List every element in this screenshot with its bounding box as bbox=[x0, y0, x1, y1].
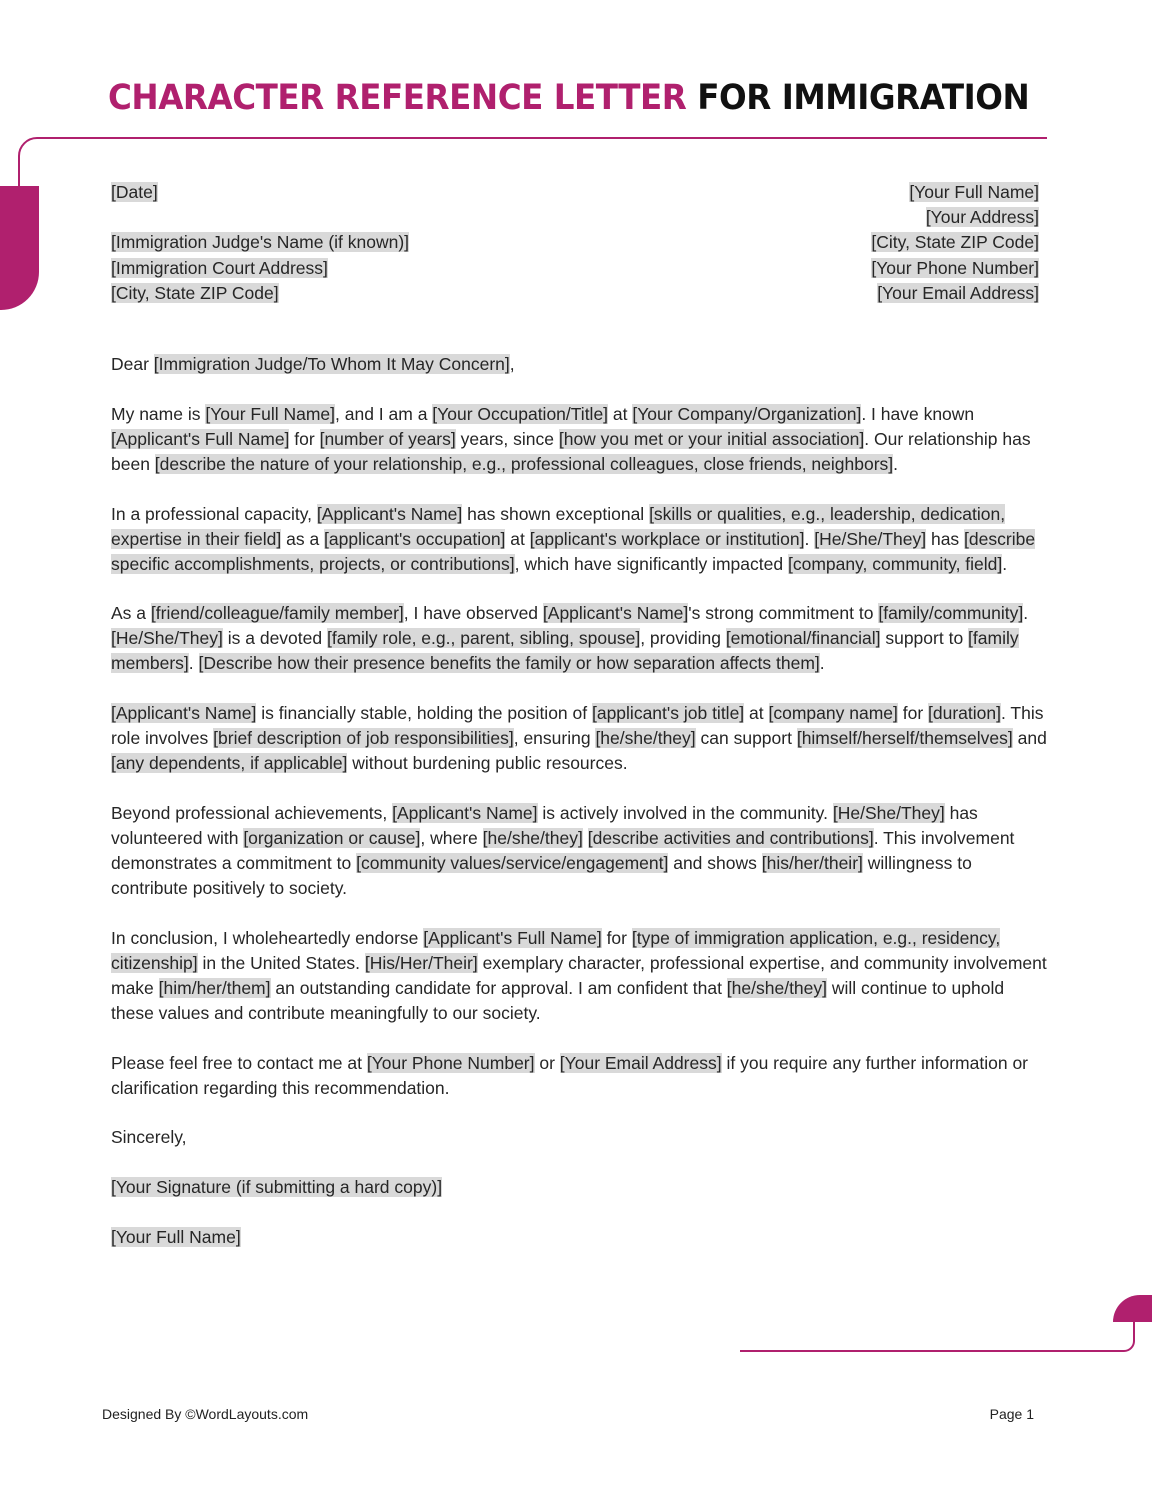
body-text: , which have significantly impacted bbox=[514, 553, 788, 574]
placeholder-field[interactable]: [Your Phone Number] bbox=[366, 1052, 535, 1073]
body-text: will continue to uphold these values and contribute meaningfully to our society. bbox=[111, 977, 1005, 1023]
placeholder-field[interactable]: [Your Occupation/Title] bbox=[432, 403, 609, 424]
placeholder-field[interactable]: [Your Full Name] bbox=[205, 403, 336, 424]
body-text: is a devoted bbox=[222, 628, 327, 649]
placeholder-field[interactable]: [family members] bbox=[111, 628, 1019, 674]
paragraph-contact bbox=[111, 1051, 1051, 1101]
placeholder-field[interactable]: [Applicant's Name] bbox=[392, 802, 538, 823]
placeholder-field[interactable]: [company name] bbox=[768, 703, 898, 724]
body-text: willingness to contribute positively to society. bbox=[111, 852, 972, 898]
placeholder-field[interactable]: [applicant's job title] bbox=[591, 703, 745, 724]
body-text: . This involvement demonstrates a commitment to bbox=[111, 827, 1015, 873]
paragraph-financial bbox=[111, 701, 1051, 776]
placeholder-field[interactable]: [Applicant's Name] bbox=[542, 603, 689, 624]
signer-name-placeholder[interactable]: [Your Full Name] bbox=[111, 1226, 241, 1247]
top-frame-line bbox=[19, 138, 1047, 186]
date-placeholder[interactable]: [Date] bbox=[111, 182, 158, 202]
body-text: at bbox=[608, 403, 633, 424]
body-text: , bbox=[509, 354, 515, 374]
body-text: 's strong commitment to bbox=[688, 603, 879, 624]
body-text: Dear bbox=[111, 354, 154, 374]
sender-phone-placeholder[interactable]: [Your Phone Number] bbox=[871, 257, 1039, 278]
body-text: . bbox=[1002, 553, 1008, 574]
recipient-city-placeholder[interactable]: [City, State ZIP Code] bbox=[111, 282, 279, 303]
paragraph-community bbox=[111, 801, 1051, 901]
body-text: . Our relationship has been bbox=[111, 428, 1031, 474]
placeholder-field[interactable]: [Immigration Judge/To Whom It May Concern] bbox=[153, 354, 510, 374]
body-text: Beyond professional achievements, bbox=[111, 802, 393, 823]
sender-address-placeholder[interactable]: [Your Address] bbox=[925, 207, 1039, 228]
body-text: and bbox=[1012, 728, 1047, 749]
body-text: support to bbox=[880, 628, 969, 649]
placeholder-field[interactable]: [applicant's occupation] bbox=[324, 528, 506, 549]
body-text: . bbox=[1023, 603, 1029, 624]
body-text: , ensuring bbox=[513, 728, 596, 749]
placeholder-field[interactable]: [Applicant's Name] bbox=[111, 703, 257, 724]
placeholder-field[interactable]: [himself/herself/themselves] bbox=[796, 728, 1013, 749]
top-left-accent-tab bbox=[0, 186, 39, 310]
placeholder-field[interactable]: [friend/colleague/family member] bbox=[150, 603, 404, 624]
placeholder-field[interactable]: [how you met or your initial association] bbox=[558, 428, 865, 449]
body-text bbox=[583, 828, 588, 848]
placeholder-field[interactable]: [Applicant's Name] bbox=[316, 503, 463, 524]
paragraph-family bbox=[111, 601, 1051, 676]
placeholder-field[interactable]: [skills or qualities, e.g., leadership, dedication, expertise in their field] bbox=[111, 503, 1006, 549]
placeholder-field[interactable]: [describe the nature of your relationship, e.g., professional colleagues, close friends, neighbors] bbox=[154, 453, 894, 474]
body-text: , providing bbox=[640, 628, 726, 649]
placeholder-field[interactable]: [family/community] bbox=[878, 603, 1024, 624]
body-text: as a bbox=[281, 528, 325, 549]
placeholder-field[interactable]: [he/she/they] bbox=[595, 728, 696, 749]
body-text: My name is bbox=[111, 403, 206, 424]
placeholder-field[interactable]: [he/she/they] bbox=[482, 827, 583, 848]
sender-city-placeholder[interactable]: [City, State ZIP Code] bbox=[871, 232, 1039, 253]
placeholder-field[interactable]: [applicant's workplace or institution] bbox=[529, 528, 805, 549]
title-rest: FOR IMMIGRATION bbox=[697, 78, 1030, 118]
body-text: . bbox=[804, 528, 815, 549]
body-text: is actively involved in the community. bbox=[537, 802, 833, 823]
body-text: in the United States. bbox=[197, 952, 365, 973]
body-text: years, since bbox=[455, 428, 559, 449]
letter-body bbox=[111, 352, 1051, 1275]
footer-credit: Designed By ©WordLayouts.com bbox=[102, 1406, 309, 1422]
body-text: at bbox=[744, 703, 769, 724]
paragraph-conclusion bbox=[111, 926, 1051, 1026]
body-text: for bbox=[897, 703, 929, 724]
placeholder-field[interactable]: [describe activities and contributions] bbox=[587, 827, 874, 848]
body-text: As a bbox=[111, 603, 151, 624]
placeholder-field[interactable]: [He/She/They] bbox=[832, 802, 945, 823]
body-text: In conclusion, I wholeheartedly endorse bbox=[111, 927, 424, 948]
placeholder-field[interactable]: [Applicant's Full Name] bbox=[423, 927, 602, 948]
placeholder-field[interactable]: [Your Company/Organization] bbox=[632, 403, 862, 424]
salutation bbox=[111, 352, 1051, 377]
placeholder-field[interactable]: [number of years] bbox=[319, 428, 456, 449]
placeholder-field[interactable]: [describe specific accomplishments, projects, or contributions] bbox=[111, 528, 1036, 574]
paragraph-professional bbox=[111, 502, 1051, 577]
sender-name-placeholder[interactable]: [Your Full Name] bbox=[909, 182, 1039, 202]
placeholder-field[interactable]: [His/Her/Their] bbox=[364, 952, 478, 973]
signature-placeholder[interactable]: [Your Signature (if submitting a hard copy)] bbox=[111, 1177, 443, 1198]
body-text: has shown exceptional bbox=[462, 503, 650, 524]
bottom-frame-line bbox=[740, 1322, 1134, 1351]
placeholder-field[interactable]: [Your Email Address] bbox=[559, 1052, 722, 1073]
body-text: or bbox=[534, 1052, 560, 1073]
body-text: for bbox=[601, 927, 632, 948]
placeholder-field[interactable]: [family role, e.g., parent, sibling, spouse] bbox=[326, 628, 641, 649]
closing: Sincerely, bbox=[111, 1127, 187, 1148]
court-address-placeholder[interactable]: [Immigration Court Address] bbox=[111, 257, 328, 278]
sender-block bbox=[871, 180, 1039, 306]
title-accent: CHARACTER REFERENCE LETTER bbox=[108, 78, 687, 118]
placeholder-field[interactable]: [Describe how their presence benefits the family or how separation affects them] bbox=[198, 653, 820, 674]
body-text: . I have known bbox=[861, 403, 975, 424]
body-text: . bbox=[819, 653, 825, 674]
placeholder-field[interactable]: [He/She/They] bbox=[111, 628, 223, 649]
placeholder-field[interactable]: [brief description of job responsibilities] bbox=[213, 728, 514, 749]
placeholder-field[interactable]: [company, community, field] bbox=[787, 553, 1003, 574]
body-text: and shows bbox=[668, 852, 762, 873]
bottom-right-accent-tab bbox=[1113, 1295, 1152, 1322]
body-text: for bbox=[289, 428, 320, 449]
placeholder-field[interactable]: [community values/service/engagement] bbox=[356, 852, 669, 873]
page-number: Page 1 bbox=[989, 1406, 1034, 1422]
placeholder-field[interactable]: [his/her/their] bbox=[761, 852, 863, 873]
body-text: at bbox=[505, 528, 530, 549]
body-text: . bbox=[893, 453, 899, 474]
body-text: can support bbox=[695, 728, 797, 749]
body-text: an outstanding candidate for approval. I am confident that bbox=[270, 977, 727, 998]
body-text: is financially stable, holding the position of bbox=[256, 703, 592, 724]
body-text: has volunteered with bbox=[111, 802, 978, 848]
body-text: , where bbox=[420, 827, 483, 848]
judge-name-placeholder[interactable]: [Immigration Judge's Name (if known)] bbox=[111, 232, 410, 253]
body-text: Please feel free to contact me at bbox=[111, 1052, 367, 1073]
placeholder-field[interactable]: [organization or cause] bbox=[243, 827, 421, 848]
document-title bbox=[108, 78, 1029, 118]
recipient-block bbox=[111, 180, 409, 306]
paragraph-introduction bbox=[111, 402, 1051, 477]
placeholder-field[interactable]: [he/she/they] bbox=[726, 977, 828, 998]
body-text: if you require any further information or clarification regarding this recommendation. bbox=[111, 1052, 1029, 1098]
body-text: without burdening public resources. bbox=[347, 753, 628, 774]
body-text: , I have observed bbox=[403, 603, 543, 624]
placeholder-field[interactable]: [type of immigration application, e.g., residency, citizenship] bbox=[111, 927, 1001, 973]
body-text: exemplary character, professional expertise, and community involvement make bbox=[111, 952, 1047, 998]
body-text: , and I am a bbox=[335, 403, 433, 424]
placeholder-field[interactable]: [Applicant's Full Name] bbox=[111, 428, 290, 449]
body-text: In a professional capacity, bbox=[111, 503, 317, 524]
placeholder-field[interactable]: [any dependents, if applicable] bbox=[111, 753, 348, 774]
placeholder-field[interactable]: [him/her/them] bbox=[158, 977, 271, 998]
placeholder-field[interactable]: [duration] bbox=[928, 703, 1001, 724]
placeholder-field[interactable]: [emotional/financial] bbox=[725, 628, 881, 649]
placeholder-field[interactable]: [He/She/They] bbox=[814, 528, 927, 549]
body-text: . This role involves bbox=[111, 703, 1044, 749]
body-text: has bbox=[926, 528, 965, 549]
body-text: . bbox=[188, 653, 199, 674]
sender-email-placeholder[interactable]: [Your Email Address] bbox=[877, 282, 1039, 303]
